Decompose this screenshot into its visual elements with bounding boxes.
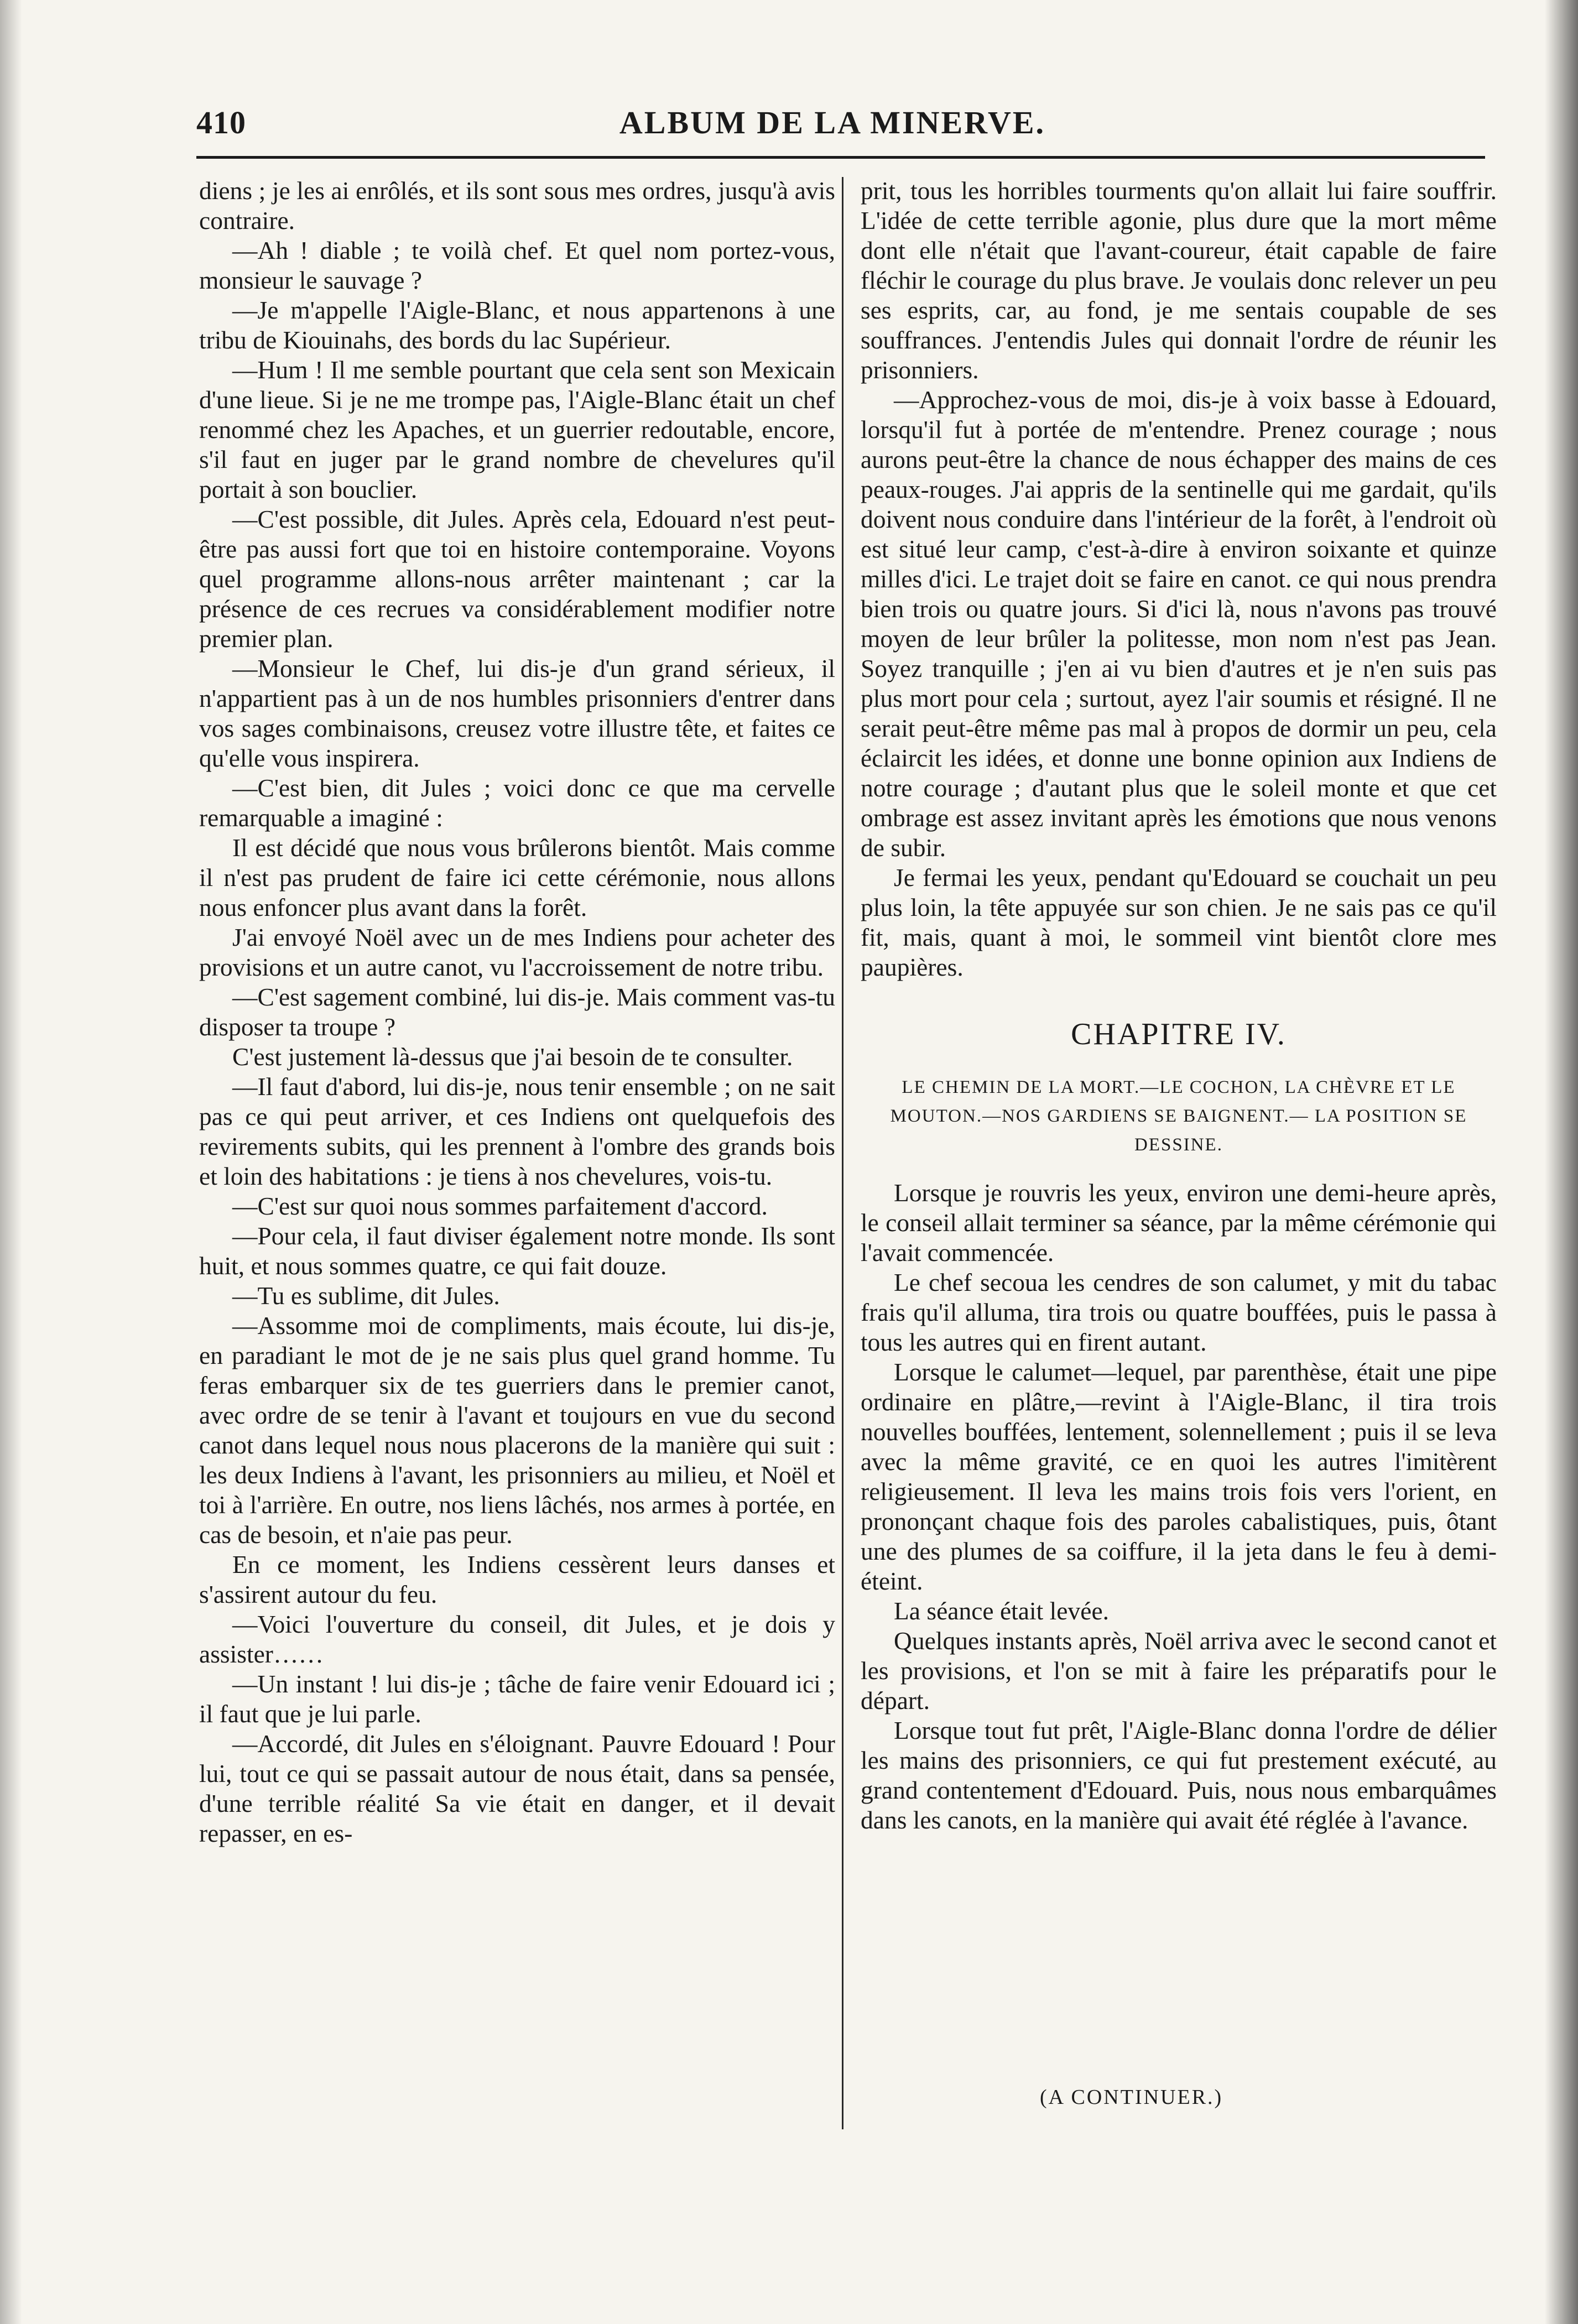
paragraph: —Voici l'ouverture du conseil, dit Jules, et je dois y assister…… bbox=[199, 1610, 835, 1668]
paragraph: Lorsque le calumet—lequel, par parenthèse, était une pipe ordinaire en plâtre,—revint à l'Aigle-Blanc, il tira trois nouvelles bouffées, lentement, solennellement ; puis il se leva avec la même gravité, ce en quoi les autres l'imitèrent religieusement. Il leva les mains trois fois vers l'orient, en prononçant chaque fois des paroles cabalistiques, puis, ôtant une des plumes de sa coiffure, il la jeta dans le feu à demi-éteint. bbox=[861, 1358, 1497, 1595]
paragraph: —C'est possible, dit Jules. Après cela, Edouard n'est peut-être pas aussi fort que toi en histoire contemporaine. Voyons quel programme allons-nous arrêter maintenant ; car la présence de ces recrues va considérablement modifier notre premier plan. bbox=[199, 505, 835, 653]
left-edge-shadow bbox=[0, 0, 22, 2324]
right-edge-shadow bbox=[1545, 0, 1578, 2324]
paragraph: Je fermai les yeux, pendant qu'Edouard se couchait un peu plus loin, la tête appuyée sur son chien. Je ne sais pas ce qu'il fit, mais, quant à moi, le sommeil vint bientôt clore mes paupières. bbox=[861, 863, 1497, 981]
chapter-summary: LE CHEMIN DE LA MORT.—LE COCHON, LA CHÈVRE ET LE MOUTON.—NOS GARDIENS SE BAIGNENT.— LA POSITION SE DESSINE. bbox=[890, 1077, 1467, 1155]
left-column bbox=[199, 176, 835, 1848]
chapter-title: CHAPITRE IV. bbox=[1071, 1017, 1287, 1051]
paragraph: diens ; je les ai enrôlés, et ils sont sous mes ordres, jusqu'à avis contraire. bbox=[199, 176, 835, 235]
paragraph: —Approchez-vous de moi, dis-je à voix basse à Edouard, lorsqu'il fut à portée de m'entendre. Prenez courage ; nous aurons peut-être la chance de nous échapper des mains de ces peaux-rouges. J'ai appris de la sentinelle qui me gardait, qu'ils doivent nous conduire dans l'intérieur de la forêt, à l'endroit où est situé leur camp, c'est-à-dire à environ soixante et quinze milles d'ici. Le trajet doit se faire en canot. ce qui nous prendra bien trois ou quatre jours. Si d'ici là, nous n'avons pas trouvé moyen de leur brûler la politesse, mon nom n'est pas Jean. Soyez tranquille ; j'en ai vu bien d'autres et je n'en suis pas plus mort pour cela ; surtout, ayez l'air soumis et résigné. Il ne serait peut-être même pas mal à propos de dormir un peu, cela éclaircit les idées, et donne une bonne opinion aux Indiens de notre courage ; d'autant plus que le soleil monte et que cet ombrage est assez invitant après les émotions que nous venons de subir. bbox=[861, 385, 1497, 862]
paragraph: —Un instant ! lui dis-je ; tâche de faire venir Edouard ici ; il faut que je lui parle. bbox=[199, 1670, 835, 1728]
paragraph: —C'est sur quoi nous sommes parfaitement d'accord. bbox=[232, 1192, 768, 1220]
paragraph: Lorsque tout fut prêt, l'Aigle-Blanc donna l'ordre de délier les mains des prisonniers, ce qui fut prestement exécuté, au grand contentement d'Edouard. Puis, nous nous embarquâmes dans les canots, en la manière qui avait été réglée à l'avance. bbox=[861, 1716, 1497, 1834]
right-column bbox=[861, 176, 1497, 1835]
paragraph: —Tu es sublime, dit Jules. bbox=[232, 1281, 500, 1310]
paragraph: —C'est bien, dit Jules ; voici donc ce que ma cervelle remarquable a imaginé : bbox=[199, 774, 835, 832]
page-header bbox=[196, 104, 1468, 148]
paragraph: —Monsieur le Chef, lui dis-je d'un grand sérieux, il n'appartient pas à un de nos humbles prisonniers d'entrer dans vos sages combinaisons, creusez votre illustre tête, et faites ce qu'elle vous inspirera. bbox=[199, 654, 835, 772]
paragraph: Il est décidé que nous vous brûlerons bientôt. Mais comme il n'est pas prudent de faire ici cette cérémonie, nous allons nous enfoncer plus avant dans la forêt. bbox=[199, 833, 835, 921]
to-continue-note: (A CONTINUER.) bbox=[1040, 2086, 1223, 2109]
paragraph: Lorsque je rouvris les yeux, environ une demi-heure après, le conseil allait terminer sa séance, par la même cérémonie qui l'avait commencée. bbox=[861, 1179, 1497, 1267]
paragraph: —Je m'appelle l'Aigle-Blanc, et nous appartenons à une tribu de Kiouinahs, des bords du lac Supérieur. bbox=[199, 296, 835, 354]
paragraph: —Assomme moi de compliments, mais écoute, lui dis-je, en paradiant le mot de je ne sais plus quel grand homme. Tu feras embarquer six de tes guerriers dans le premier canot, avec ordre de se tenir à l'avant et toujours en vue du second canot dans lequel nous nous placerons de la manière qui suit : les deux Indiens à l'avant, les prisonniers au milieu, et Noël et toi à l'arrière. En outre, nos liens lâchés, nos armes à portée, en cas de besoin, et n'aie pas peur. bbox=[199, 1311, 835, 1549]
paragraph: —Hum ! Il me semble pourtant que cela sent son Mexicain d'une lieue. Si je ne me trompe pas, l'Aigle-Blanc était un chef renommé chez les Apaches, et un guerrier redoutable, encore, s'il faut en juger par le grand nombre de chevelures qu'il portait à son bouclier. bbox=[199, 356, 835, 503]
paragraph: —C'est sagement combiné, lui dis-je. Mais comment vas-tu disposer ta troupe ? bbox=[199, 983, 835, 1041]
paragraph: La séance était levée. bbox=[894, 1597, 1110, 1625]
paragraph: —Accordé, dit Jules en s'éloignant. Pauvre Edouard ! Pour lui, tout ce qui se passait autour de nous était, dans sa pensée, d'une terrible réalité Sa vie était en danger, et il devait repasser, en es- bbox=[199, 1729, 835, 1847]
header-rule bbox=[196, 156, 1485, 159]
paragraph: Quelques instants après, Noël arriva avec le second canot et les provisions, et l'on se mit à faire les préparatifs pour le départ. bbox=[861, 1627, 1497, 1715]
paragraph: —Pour cela, il faut diviser également notre monde. Ils sont huit, et nous sommes quatre, ce qui fait douze. bbox=[199, 1222, 835, 1280]
column-divider bbox=[842, 177, 843, 2129]
paragraph: En ce moment, les Indiens cessèrent leurs danses et s'assirent autour du feu. bbox=[199, 1550, 835, 1608]
paragraph: Le chef secoua les cendres de son calumet, y mit du tabac frais qu'il alluma, tira trois ou quatre bouffées, puis le passa à tous les autres qui en firent autant. bbox=[861, 1268, 1497, 1356]
paragraph: —Ah ! diable ; te voilà chef. Et quel nom portez-vous, monsieur le sauvage ? bbox=[199, 236, 835, 294]
paragraph: prit, tous les horribles tourments qu'on allait lui faire souffrir. L'idée de cette terrible agonie, plus dure que la mort même dont elle n'était que l'avant-coureur, était capable de faire fléchir le courage du plus brave. Je voulais donc relever un peu ses esprits, car, au fond, je me sentais coupable de ses souffrances. J'entendis Jules qui donnait l'ordre de réunir les prisonniers. bbox=[861, 176, 1497, 384]
right-column-text-bottom bbox=[861, 1178, 1497, 1835]
paragraph: —Il faut d'abord, lui dis-je, nous tenir ensemble ; on ne sait pas ce qui peut arriver, et ces Indiens ont quelquefois des revirements subits, qui les prennent à l'ombre des grands bois et loin des habitations : je tiens à nos chevelures, vois-tu. bbox=[199, 1072, 835, 1190]
paragraph: J'ai envoyé Noël avec un de mes Indiens pour acheter des provisions et un autre canot, vu l'accroissement de notre tribu. bbox=[199, 923, 835, 981]
page-number: 410 bbox=[196, 105, 246, 140]
paragraph: C'est justement là-dessus que j'ai besoin de te consulter. bbox=[232, 1043, 793, 1071]
running-title: ALBUM DE LA MINERVE. bbox=[619, 105, 1046, 140]
right-column-text-top bbox=[861, 176, 1497, 982]
